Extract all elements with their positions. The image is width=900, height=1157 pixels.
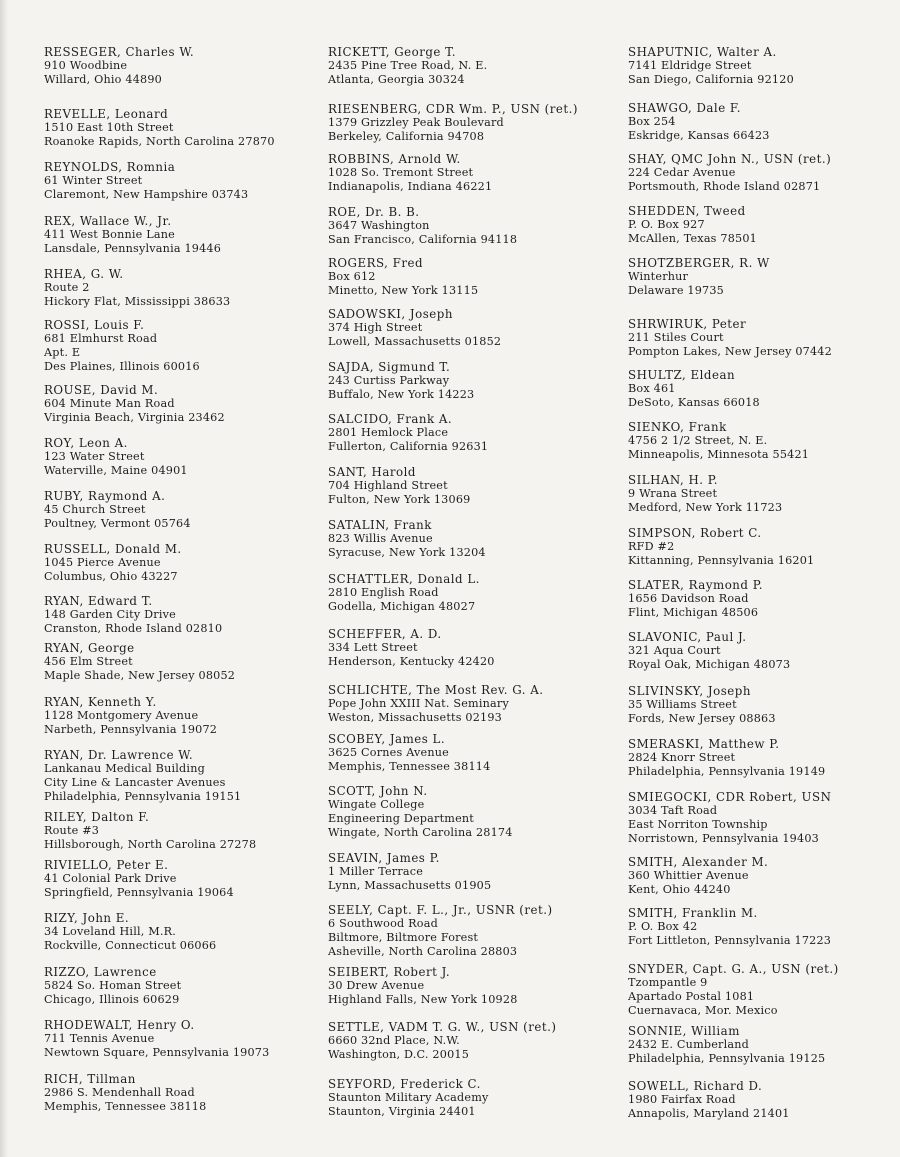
entry-address-line: Fullerton, California 92631 [328,440,489,453]
entry-address-line: Winterhur [628,270,689,283]
entry-address-line: 2801 Hemlock Place [328,426,449,439]
entry-address-line: 2986 S. Mendenhall Road [44,1086,195,1099]
entry-address-line: Claremont, New Hampshire 03743 [44,188,249,201]
entry-address-line: 5824 So. Homan Street [44,979,182,992]
directory-entry [44,594,222,636]
entry-address-line: 2824 Knorr Street [628,751,736,764]
entry-address-line: Weston, Missachusetts 02193 [328,711,502,724]
directory-entry [328,732,490,774]
entry-address-line: 374 High Street [328,321,423,334]
entry-address-line: Virginia Beach, Virginia 23462 [44,411,225,424]
entry-address-line: Waterville, Maine 04901 [44,464,188,477]
entry-address-line: Engineering Department [328,812,475,825]
entry-name: ROE, Dr. B. B. [328,205,420,219]
entry-address-line: RFD #2 [628,540,675,553]
entry-name: ROY, Leon A. [44,436,128,450]
entry-name: SMITH, Franklin M. [628,906,758,920]
entry-address-line: 7141 Eldridge Street [628,59,752,72]
entry-address-line: 1028 So. Tremont Street [328,166,474,179]
entry-name: SATALIN, Frank [328,518,432,532]
entry-address-line: 3647 Washington [328,219,430,232]
entry-address-line: 9 Wrana Street [628,487,718,500]
entry-name: REX, Wallace W., Jr. [44,214,172,228]
directory-entry [628,578,763,620]
directory-entry [328,307,501,349]
entry-address-line: Philadelphia, Pennsylvania 19125 [628,1052,826,1065]
entry-address-line: Minetto, New York 13115 [328,284,479,297]
directory-entry [628,630,790,672]
entry-address-line: Hickory Flat, Mississippi 38633 [44,295,231,308]
entry-address-line: Memphis, Tennessee 38114 [328,760,491,773]
entry-name: RHEA, G. W. [44,267,124,281]
entry-name: SHAPUTNIC, Walter A. [628,45,777,59]
entry-address-line: Syracuse, New York 13204 [328,546,486,559]
directory-entry [628,962,839,1018]
entry-name: RYAN, Kenneth Y. [44,695,157,709]
entry-address-line: Minneapolis, Minnesota 55421 [628,448,810,461]
entry-name: SMITH, Alexander M. [628,855,769,869]
entry-name: SETTLE, VADM T. G. W., USN (ret.) [328,1020,557,1034]
entry-address-line: 1379 Grizzley Peak Boulevard [328,116,504,129]
entry-address-line: 2435 Pine Tree Road, N. E. [328,59,488,72]
entry-address-line: Maple Shade, New Jersey 08052 [44,669,236,682]
entry-address-line: Pope John XXIII Nat. Seminary [328,697,509,710]
entry-name: SHOTZBERGER, R. W [628,256,770,270]
entry-name: REYNOLDS, Romnia [44,160,176,174]
directory-entry [628,473,782,515]
entry-name: SLIVINSKY, Joseph [628,684,751,698]
entry-name: SADOWSKI, Joseph [328,307,453,321]
entry-address-line: Fords, New Jersey 08863 [628,712,776,725]
entry-address-line: Fort Littleton, Pennsylvania 17223 [628,934,832,947]
directory-entry [628,204,757,246]
entry-address-line: Lynn, Massachusetts 01905 [328,879,492,892]
directory-entry [628,101,770,143]
directory-entry [328,1020,556,1062]
directory-entry [328,45,487,87]
entry-address-line: Des Plaines, Illinois 60016 [44,360,200,373]
directory-entry [44,160,248,202]
entry-name: RIZZO, Lawrence [44,965,157,979]
entry-address-line: Hillsborough, North Carolina 27278 [44,838,257,851]
entry-address-line: Kent, Ohio 44240 [628,883,731,896]
entry-name: SNYDER, Capt. G. A., USN (ret.) [628,962,839,976]
directory-entry [328,903,553,959]
directory-entry [44,489,191,531]
entry-name: RUSSELL, Donald M. [44,542,182,556]
entry-address-line: 30 Drew Avenue [328,979,425,992]
entry-address-line: 411 West Bonnie Lane [44,228,175,241]
directory-entry [328,205,517,247]
entry-address-line: Staunton, Virginia 24401 [328,1105,476,1118]
entry-address-line: Springfield, Pennsylvania 19064 [44,886,234,899]
entry-name: RICH, Tillman [44,1072,136,1086]
entry-name: SCHEFFER, A. D. [328,627,442,641]
directory-entry [628,45,794,87]
entry-address-line: 1656 Davidson Road [628,592,749,605]
entry-address-line: DeSoto, Kansas 66018 [628,396,760,409]
entry-name: SLATER, Raymond P. [628,578,763,592]
directory-entry [44,1018,269,1060]
entry-address-line: 910 Woodbine [44,59,128,72]
entry-name: SEAVIN, James P. [328,851,440,865]
entry-address-line: Rockville, Connecticut 06066 [44,939,217,952]
entry-name: RYAN, Dr. Lawrence W. [44,748,194,762]
entry-address-line: 321 Aqua Court [628,644,721,657]
entry-address-line: 45 Church Street [44,503,146,516]
entry-address-line: Norristown, Pennsylvania 19403 [628,832,819,845]
entry-address-line: 1980 Fairfax Road [628,1093,736,1106]
entry-address-line: 35 Williams Street [628,698,737,711]
entry-address-line: 123 Water Street [44,450,145,463]
directory-entry [44,695,217,737]
entry-address-line: 456 Elm Street [44,655,133,668]
entry-name: SIMPSON, Robert C. [628,526,762,540]
entry-name: RUBY, Raymond A. [44,489,166,503]
entry-address-line: Route 2 [44,281,90,294]
directory-entry [628,684,776,726]
directory-entry [328,851,491,893]
entry-address-line: 1510 East 10th Street [44,121,174,134]
entry-address-line: Delaware 19735 [628,284,724,297]
directory-entry [44,267,230,309]
entry-address-line: 334 Lett Street [328,641,418,654]
entry-address-line: Pompton Lakes, New Jersey 07442 [628,345,832,358]
entry-address-line: Berkeley, California 94708 [328,130,485,143]
entry-address-line: Apt. E [44,346,81,359]
entry-address-line: P. O. Box 927 [628,218,705,231]
entry-address-line: Box 461 [628,382,676,395]
entry-address-line: Box 254 [628,115,676,128]
entry-address-line: 41 Colonial Park Drive [44,872,177,885]
entry-name: SEELY, Capt. F. L., Jr., USNR (ret.) [328,903,553,917]
entry-address-line: 704 Highland Street [328,479,448,492]
entry-name: SAJDA, Sigmund T. [328,360,451,374]
directory-entry [628,737,825,779]
entry-address-line: 711 Tennis Avenue [44,1032,155,1045]
entry-name: RYAN, Edward T. [44,594,153,608]
entry-name: SCHLICHTE, The Most Rev. G. A. [328,683,544,697]
directory-entry [328,152,492,194]
entry-address-line: 604 Minute Man Road [44,397,175,410]
entry-address-line: Narbeth, Pennsylvania 19072 [44,723,218,736]
entry-address-line: Annapolis, Maryland 21401 [628,1107,790,1120]
entry-address-line: 211 Stiles Court [628,331,724,344]
entry-name: SMIEGOCKI, CDR Robert, USN [628,790,832,804]
entry-address-line: 61 Winter Street [44,174,143,187]
entry-address-line: Roanoke Rapids, North Carolina 27870 [44,135,275,148]
entry-name: ROSSI, Louis F. [44,318,145,332]
entry-address-line: 360 Whittier Avenue [628,869,749,882]
entry-name: SIENKO, Frank [628,420,727,434]
directory-entry [44,214,221,256]
directory-entry [628,152,831,194]
entry-address-line: Highland Falls, New York 10928 [328,993,518,1006]
entry-name: RIVIELLO, Peter E. [44,858,169,872]
entry-address-line: Memphis, Tennessee 38118 [44,1100,207,1113]
directory-entry [328,1077,489,1119]
directory-entry [44,965,181,1007]
directory-entry [44,45,194,87]
entry-name: ROUSE, David M. [44,383,159,397]
entry-address-line: 243 Curtiss Parkway [328,374,450,387]
entry-address-line: Poultney, Vermont 05764 [44,517,191,530]
entry-name: SEIBERT, Robert J. [328,965,451,979]
entry-name: REVELLE, Leonard [44,107,169,121]
entry-name: RYAN, George [44,641,135,655]
entry-address-line: Flint, Michigan 48506 [628,606,759,619]
directory-entry [628,906,831,948]
directory-entry [328,627,495,669]
directory-entry [328,518,486,560]
entry-name: SLAVONIC, Paul J. [628,630,747,644]
directory-entry [328,102,578,144]
entry-address-line: Wingate College [328,798,425,811]
entry-name: SCOBEY, James L. [328,732,446,746]
entry-address-line: City Line & Lancaster Avenues [44,776,226,789]
entry-address-line: 3625 Cornes Avenue [328,746,449,759]
entry-address-line: Columbus, Ohio 43227 [44,570,178,583]
entry-name: SHULTZ, Eldean [628,368,736,382]
directory-entry [328,683,544,725]
directory-entry [628,1024,825,1066]
entry-address-line: 2810 English Road [328,586,439,599]
entry-address-line: Washington, D.C. 20015 [328,1048,470,1061]
directory-entry [44,383,225,425]
directory-entry [628,420,809,462]
entry-address-line: East Norriton Township [628,818,768,831]
directory-entry [328,965,518,1007]
directory-entry [44,858,234,900]
entry-address-line: Newtown Square, Pennsylvania 19073 [44,1046,270,1059]
entry-name: RICKETT, George T. [328,45,457,59]
entry-address-line: 224 Cedar Avenue [628,166,736,179]
entry-address-line: 681 Elmhurst Road [44,332,158,345]
entry-name: SANT, Harold [328,465,416,479]
directory-entry [328,572,480,614]
entry-name: SOWELL, Richard D. [628,1079,763,1093]
entry-name: SONNIE, William [628,1024,740,1038]
directory-entry [628,317,832,359]
entry-address-line: Philadelphia, Pennsylvania 19151 [44,790,242,803]
entry-address-line: 34 Loveland Hill, M.R. [44,925,177,938]
entry-name: ROBBINS, Arnold W. [328,152,461,166]
entry-address-line: Lansdale, Pennsylvania 19446 [44,242,222,255]
entry-name: SHAY, QMC John N., USN (ret.) [628,152,832,166]
entry-name: RESSEGER, Charles W. [44,45,195,59]
entry-address-line: 148 Garden City Drive [44,608,176,621]
entry-address-line: Chicago, Illinois 60629 [44,993,180,1006]
page-edge [0,0,8,1157]
entry-address-line: Fulton, New York 13069 [328,493,471,506]
entry-name: RILEY, Dalton F. [44,810,150,824]
directory-entry [628,855,768,897]
entry-address-line: Staunton Military Academy [328,1091,489,1104]
entry-address-line: Medford, New York 11723 [628,501,783,514]
entry-name: RHODEWALT, Henry O. [44,1018,195,1032]
entry-name: SALCIDO, Frank A. [328,412,453,426]
entry-name: SHEDDEN, Tweed [628,204,746,218]
entry-address-line: 3034 Taft Road [628,804,718,817]
entry-address-line: Indianapolis, Indiana 46221 [328,180,493,193]
entry-address-line: Route #3 [44,824,100,837]
entry-name: RIZY, John E. [44,911,130,925]
entry-address-line: Box 612 [328,270,376,283]
entry-address-line: Portsmouth, Rhode Island 02871 [628,180,821,193]
entry-address-line: Atlanta, Georgia 30324 [328,73,465,86]
directory-entry [328,256,478,298]
directory-entry [328,465,470,507]
entry-name: RIESENBERG, CDR Wm. P., USN (ret.) [328,102,578,116]
entry-address-line: Apartado Postal 1081 [628,990,755,1003]
directory-entry [44,436,188,478]
directory-entry [328,784,513,840]
entry-address-line: Lankanau Medical Building [44,762,205,775]
directory-entry [328,360,474,402]
entry-address-line: McAllen, Texas 78501 [628,232,757,245]
entry-address-line: Philadelphia, Pennsylvania 19149 [628,765,826,778]
entry-address-line: P. O. Box 42 [628,920,698,933]
entry-name: SEYFORD, Frederick C. [328,1077,481,1091]
entry-address-line: Royal Oak, Michigan 48073 [628,658,791,671]
directory-entry [44,810,256,852]
entry-name: SHAWGO, Dale F. [628,101,742,115]
directory-entry [44,1072,206,1114]
entry-name: SMERASKI, Matthew P. [628,737,780,751]
entry-address-line: Asheville, North Carolina 28803 [328,945,518,958]
directory-entry [628,1079,790,1121]
entry-address-line: Wingate, North Carolina 28174 [328,826,513,839]
entry-name: SCHATTLER, Donald L. [328,572,480,586]
entry-address-line: 4756 2 1/2 Street, N. E. [628,434,768,447]
directory-entry [328,412,488,454]
entry-address-line: San Francisco, California 94118 [328,233,518,246]
entry-address-line: 6660 32nd Place, N.W. [328,1034,460,1047]
entry-address-line: Buffalo, New York 14223 [328,388,475,401]
entry-name: SHRWIRUK, Peter [628,317,747,331]
entry-address-line: Eskridge, Kansas 66423 [628,129,770,142]
entry-name: SCOTT, John N. [328,784,428,798]
entry-address-line: 1045 Pierce Avenue [44,556,161,569]
entry-address-line: Biltmore, Biltmore Forest [328,931,479,944]
entry-address-line: Kittanning, Pennsylvania 16201 [628,554,815,567]
directory-entry [44,318,200,374]
entry-address-line: 2432 E. Cumberland [628,1038,750,1051]
directory-entry [44,542,182,584]
entry-address-line: Cuernavaca, Mor. Mexico [628,1004,778,1017]
entry-name: SILHAN, H. P. [628,473,719,487]
entry-address-line: Godella, Michigan 48027 [328,600,476,613]
directory-entry [44,641,235,683]
entry-address-line: Tzompantle 9 [628,976,708,989]
entry-address-line: Willard, Ohio 44890 [44,73,162,86]
entry-name: ROGERS, Fred [328,256,423,270]
entry-address-line: 6 Southwood Road [328,917,438,930]
directory-entry [44,107,275,149]
directory-entry [44,748,241,804]
entry-address-line: 1 Miller Terrace [328,865,424,878]
directory-entry [628,526,814,568]
entry-address-line: San Diego, California 92120 [628,73,794,86]
directory-entry [628,790,831,846]
directory-entry [628,256,770,298]
entry-address-line: 1128 Montgomery Avenue [44,709,199,722]
entry-address-line: Henderson, Kentucky 42420 [328,655,495,668]
directory-entry [628,368,760,410]
entry-address-line: 823 Willis Avenue [328,532,433,545]
entry-address-line: Lowell, Massachusetts 01852 [328,335,502,348]
directory-entry [44,911,216,953]
entry-address-line: Cranston, Rhode Island 02810 [44,622,223,635]
